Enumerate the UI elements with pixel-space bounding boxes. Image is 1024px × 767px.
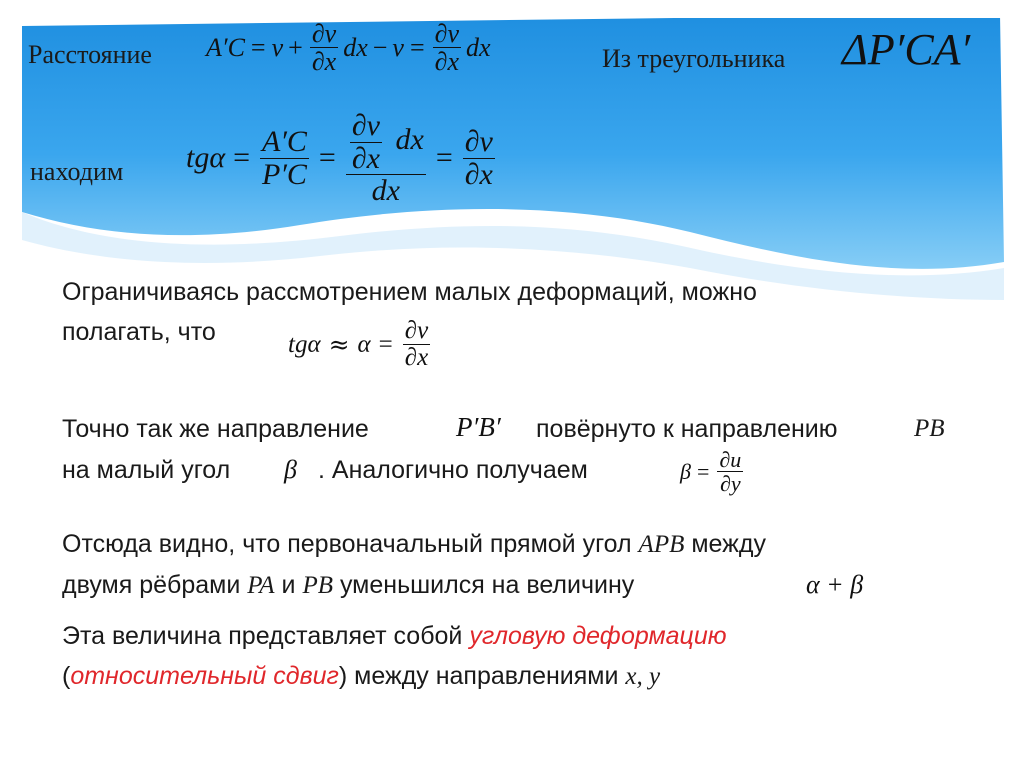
eq-sign: = [318,141,336,175]
denominator: ∂x [311,47,337,77]
fraction-dv-dx [350,110,382,174]
paragraph-shear-line1 [62,622,727,651]
label-distance: Расстояние [28,40,152,69]
formula-beta [680,448,745,495]
numerator: ∂v [464,125,493,159]
fraction-dv-dx [310,20,338,76]
formula-ac [206,20,491,76]
formula-tg-alpha [186,110,497,207]
close-paren: ) [338,662,348,690]
numerator: ∂v [404,317,429,344]
angular-deformation-term: угловую деформацию [469,622,727,650]
pb-term: PB [914,415,945,442]
eq-sign: = [233,141,251,175]
fraction-du-dy [717,448,743,495]
alpha-term: α [357,330,371,358]
eq-sign: = [696,458,710,484]
text-segment: уменьшился на величину [339,571,635,599]
pa-term: PA [247,572,275,599]
fraction-dv-dx [433,20,461,76]
denominator: P′C [262,157,307,191]
open-paren: ( [62,662,71,690]
text-segment: между [691,530,766,558]
paragraph-small-deformations-line2: полагать, что [62,318,216,346]
eq-sign: = [435,141,453,175]
text-segment: между направлениями [354,662,619,690]
fraction-compound [346,110,426,207]
paragraph-small-deformations-line1: Ограничиваясь рассмотрением малых деформаций, можно [62,278,757,306]
fraction-dv-dx [463,126,495,190]
dx-term: dx [466,32,491,62]
text-segment: Эта величина представляет собой [62,622,463,650]
beta-term: β [680,458,691,484]
minus-sign: − [372,32,388,62]
numerator: ∂u [719,447,742,472]
denominator: ∂x [351,141,380,175]
tg-alpha-term: tgα [186,141,226,175]
numerator: ∂v [351,109,380,142]
pb-prime-term: P′B′ [456,412,501,442]
eq-sign: = [409,32,425,62]
triangle-symbol: ΔP′CA′ [842,25,971,74]
v-term: v [392,32,404,62]
v-term: v [271,32,284,62]
numerator: A′C [262,125,307,159]
numerator: ∂v [434,19,460,48]
ac-term: A′C [206,32,245,62]
paragraph-right-angle-line1 [62,530,766,559]
text-segment: и [281,571,296,599]
text-segment: двумя рёбрами [62,571,241,599]
numerator [346,110,426,174]
xy-term: x, y [625,663,661,690]
paragraph-direction-line2b: . Аналогично получаем [318,456,588,484]
approx-sign: ≈ [328,330,350,360]
beta-term: β [284,455,297,484]
eq-sign: = [378,330,393,358]
text-segment: Отсюда видно, что первоначальный прямой угол [62,530,632,558]
paragraph-direction-line1a: Точно так же направление [62,415,369,443]
alpha-plus-beta-term: α + β [806,570,864,599]
denominator: ∂x [464,157,493,191]
fraction-ac-pc [260,126,309,190]
denominator: ∂x [434,47,460,77]
dx-term: dx [395,122,424,156]
eq-sign: = [250,32,266,62]
paragraph-direction-line2a: на малый угол [62,456,231,484]
label-finding: находим [30,157,124,186]
dx-term: dx [343,32,368,62]
denominator: ∂x [404,344,429,372]
numerator: ∂v [311,19,337,48]
label-from-triangle: Из треугольника [602,44,786,73]
pb-term: PB [302,572,333,599]
formula-tg-approx [288,318,432,372]
plus-sign: + [288,32,303,62]
apb-term: APB [638,531,685,558]
denominator: dx [371,174,400,207]
relative-shear-term: относительный сдвиг [70,662,339,690]
paragraph-direction-line1b: повёрнуто к направлению [536,415,838,443]
denominator: ∂y [720,471,741,497]
paragraph-right-angle-line2 [62,571,634,600]
tg-alpha-term: tgα [288,330,321,358]
paragraph-shear-line2 [62,662,660,691]
fraction-dv-dx [403,318,430,372]
